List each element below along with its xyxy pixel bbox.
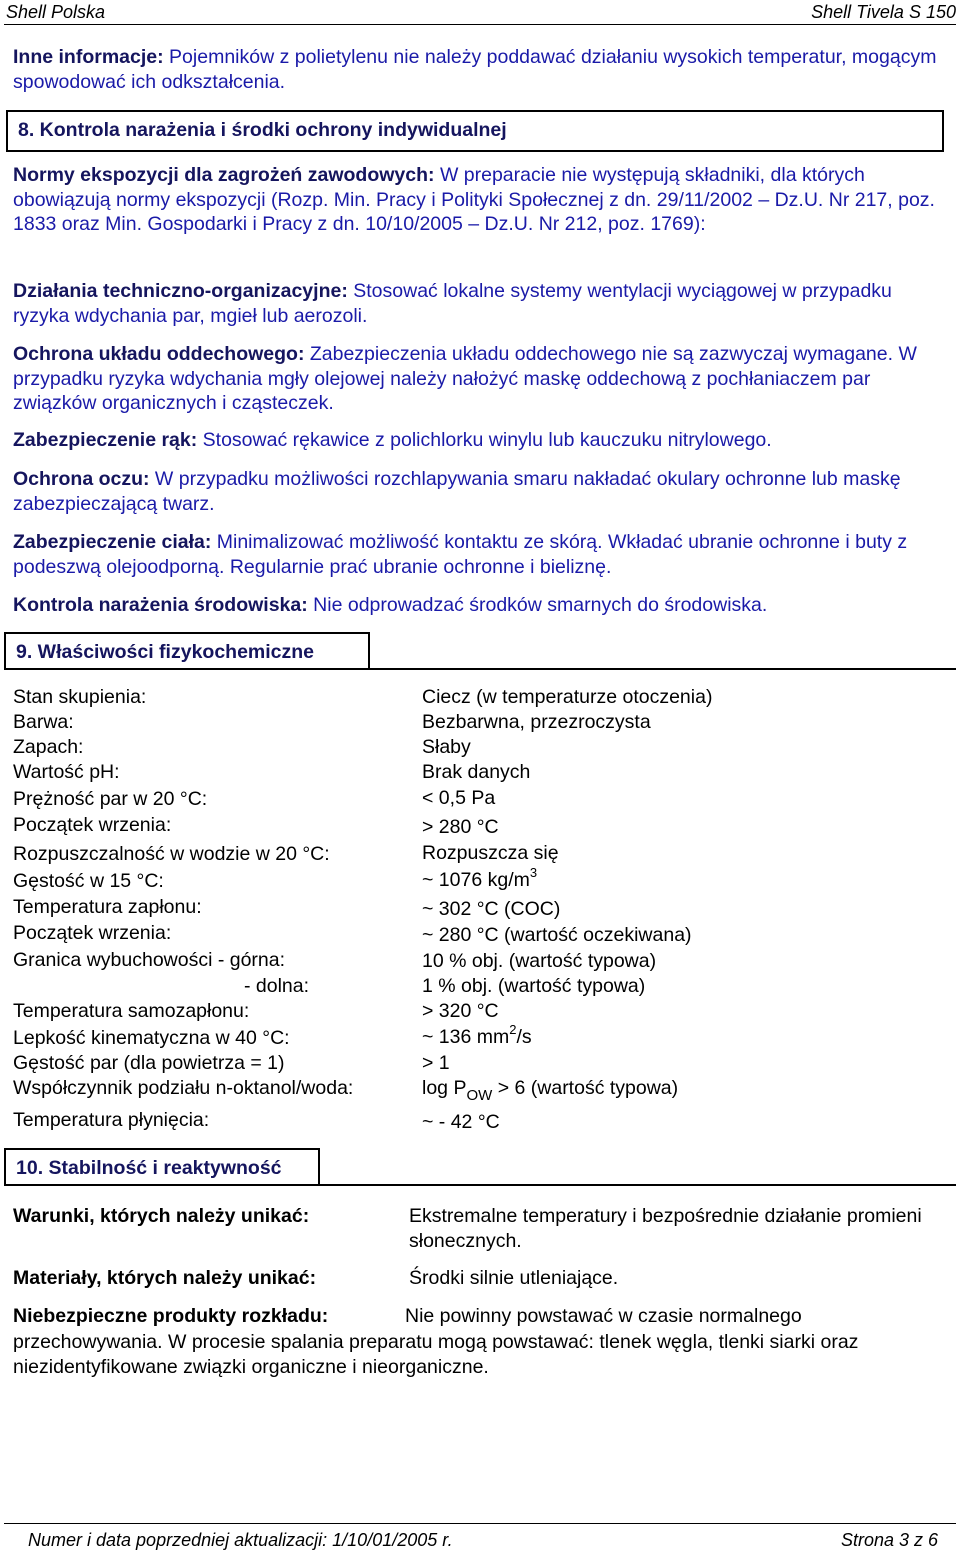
property-value: [422, 1077, 679, 1104]
decomposition-products-value-line1: Nie powinny powstawać w czasie normalnego: [405, 1305, 802, 1327]
property-label: Zapach:: [13, 736, 84, 758]
property-label: Temperatura zapłonu:: [13, 896, 202, 918]
property-value: > 1: [422, 1052, 450, 1074]
partition-value-rest: > 6 (wartość typowa): [492, 1077, 679, 1099]
section-9-heading-box: [4, 632, 370, 670]
viscosity-superscript: 2: [509, 1022, 517, 1037]
product-name: Shell Tivela S 150: [811, 2, 956, 22]
page-number: Strona 3 z 6: [840, 1530, 938, 1550]
decomposition-products-label: Niebezpieczne produkty rozkładu:: [13, 1305, 329, 1327]
property-label: Gęstość par (dla powietrza = 1): [13, 1052, 285, 1074]
section-9-divider: [4, 668, 956, 670]
eye-protection-text: W przypadku możliwości rozchlapywania smaru nakładać okulary ochronne lub maskę zabezpieczającą twarz.: [13, 468, 901, 515]
property-label: - dolna:: [244, 975, 310, 997]
property-label: Granica wybuchowości - górna:: [13, 949, 286, 971]
property-label: Prężność par w 20 °C:: [13, 788, 208, 810]
page-header: [0, 0, 960, 24]
body-protection-paragraph: [13, 530, 948, 579]
property-value: [422, 865, 538, 892]
property-value: > 280 °C: [422, 816, 499, 838]
exposure-limits-text: W preparacie nie występują składniki, dla których obowiązują normy ekspozycji (Rozp. Min. Pracy i Polityki Społecznej z dn. 29/11/2002 – Dz.U. Nr 217, poz. 1833 oraz Min. Gospodarki i Pracy z dn. 10/10/2005 – Dz.U. Nr 212, poz. 1769):: [13, 164, 935, 235]
property-label: Współczynnik podziału n-oktanol/woda:: [13, 1077, 354, 1099]
avoid-materials-label: Materiały, których należy unikać:: [13, 1267, 317, 1289]
section-10-title: 10. Stabilność i reaktywność: [16, 1157, 282, 1179]
eye-protection-paragraph: [13, 467, 948, 516]
respiratory-protection-label: Ochrona układu oddechowego:: [13, 343, 305, 365]
property-value: [422, 1022, 532, 1049]
environmental-exposure-label: Kontrola narażenia środowiska:: [13, 594, 308, 616]
property-label: Temperatura płynięcia:: [13, 1109, 210, 1131]
property-value: ~ 280 °C (wartość oczekiwana): [422, 924, 692, 946]
property-label: Rozpuszczalność w wodzie w 20 °C:: [13, 843, 330, 865]
viscosity-value: ~ 136 mm: [422, 1026, 510, 1048]
property-value: Bezbarwna, przezroczysta: [422, 711, 651, 733]
property-value: ~ - 42 °C: [422, 1111, 500, 1133]
technical-measures-text: Stosować lokalne systemy wentylacji wyciągowej w przypadku ryzyka wdychania par, mgieł lub aerozoli.: [13, 280, 892, 327]
section-10-divider: [4, 1184, 956, 1186]
property-label: Wartość pH:: [13, 761, 120, 783]
hand-protection-text: Stosować rękawice z polichlorku winylu lub kauczuku nitrylowego.: [197, 429, 772, 451]
property-value: Ciecz (w temperaturze otoczenia): [422, 686, 713, 708]
property-label: Początek wrzenia:: [13, 922, 172, 944]
property-value: < 0,5 Pa: [422, 787, 496, 809]
property-value: Rozpuszcza się: [422, 842, 559, 864]
footer-divider: [4, 1523, 956, 1524]
eye-protection-label: Ochrona oczu:: [13, 468, 150, 490]
hand-protection-label: Zabezpieczenie rąk:: [13, 429, 198, 451]
technical-measures-paragraph: [13, 279, 948, 328]
technical-measures-label: Działania techniczno-organizacyjne:: [13, 280, 348, 302]
property-value: 1 % obj. (wartość typowa): [422, 975, 646, 997]
other-info-text: Pojemników z polietylenu nie należy poddawać działaniu wysokich temperatur, mogącym spowodować ich odkształcenia.: [13, 46, 937, 93]
other-info-label: Inne informacje:: [13, 46, 164, 68]
environmental-exposure-paragraph: [13, 593, 948, 618]
exposure-limits-label: Normy ekspozycji dla zagrożeń zawodowych:: [13, 164, 435, 186]
hand-protection-paragraph: [13, 428, 948, 453]
revision-info: Numer i data poprzedniej aktualizacji: 1/10/01/2005 r.: [28, 1530, 453, 1550]
avoid-conditions-value: Ekstremalne temperatury i bezpośrednie działanie promieni słonecznych.: [409, 1205, 922, 1252]
property-value: ~ 302 °C (COC): [422, 898, 561, 920]
partition-value: log P: [422, 1077, 467, 1099]
decomposition-products-value-rest: przechowywania. W procesie spalania preparatu mogą powstawać: tlenek węgla, tlenki siarki oraz niezidentyfikowane związki organiczne i nieorganiczne.: [13, 1331, 859, 1378]
section-8-heading-box: [6, 110, 944, 152]
density-superscript: 3: [529, 865, 538, 880]
respiratory-protection-text: Zabezpieczenia układu oddechowego nie są zazwyczaj wymagane. W przypadku ryzyka wdychania mgły olejowej należy nałożyć maskę oddechową z pochłaniaczem par związków organicznych i cząsteczek.: [13, 343, 917, 414]
property-label: Początek wrzenia:: [13, 814, 172, 836]
body-protection-label: Zabezpieczenie ciała:: [13, 531, 212, 553]
property-label: Lepkość kinematyczna w 40 °C:: [13, 1027, 290, 1049]
environmental-exposure-text: Nie odprowadzać środków smarnych do środowiska.: [307, 594, 768, 616]
viscosity-unit: /s: [516, 1026, 532, 1048]
property-value: > 320 °C: [422, 1000, 499, 1022]
property-value: Brak danych: [422, 761, 531, 783]
property-label: Barwa:: [13, 711, 74, 733]
section-10-heading-box: [4, 1148, 320, 1186]
company-name: Shell Polska: [6, 2, 106, 22]
density-value: ~ 1076 kg/m: [422, 869, 530, 891]
header-divider: [4, 24, 956, 25]
section-9-title: 9. Właściwości fizykochemiczne: [16, 641, 315, 663]
body-protection-text: Minimalizować możliwość kontaktu ze skórą. Wkładać ubranie ochronne i buty z podeszwą olejoodporną. Regularnie prać ubranie ochronne i bieliznę.: [13, 531, 908, 578]
respiratory-protection-paragraph: [13, 342, 948, 416]
property-value: Słaby: [422, 736, 471, 758]
partition-subscript: OW: [466, 1087, 493, 1104]
property-label: Temperatura samozapłonu:: [13, 1000, 250, 1022]
property-label: Gęstość w 15 °C:: [13, 870, 164, 892]
other-info-paragraph: [13, 45, 948, 94]
property-value: 10 % obj. (wartość typowa): [422, 950, 657, 972]
section-8-title: 8. Kontrola narażenia i środki ochrony indywidualnej: [18, 119, 507, 141]
avoid-conditions-label: Warunki, których należy unikać:: [13, 1205, 310, 1227]
exposure-limits-paragraph: [13, 163, 948, 237]
avoid-materials-value: Środki silnie utleniające.: [409, 1267, 619, 1289]
property-label: Stan skupienia:: [13, 686, 147, 708]
